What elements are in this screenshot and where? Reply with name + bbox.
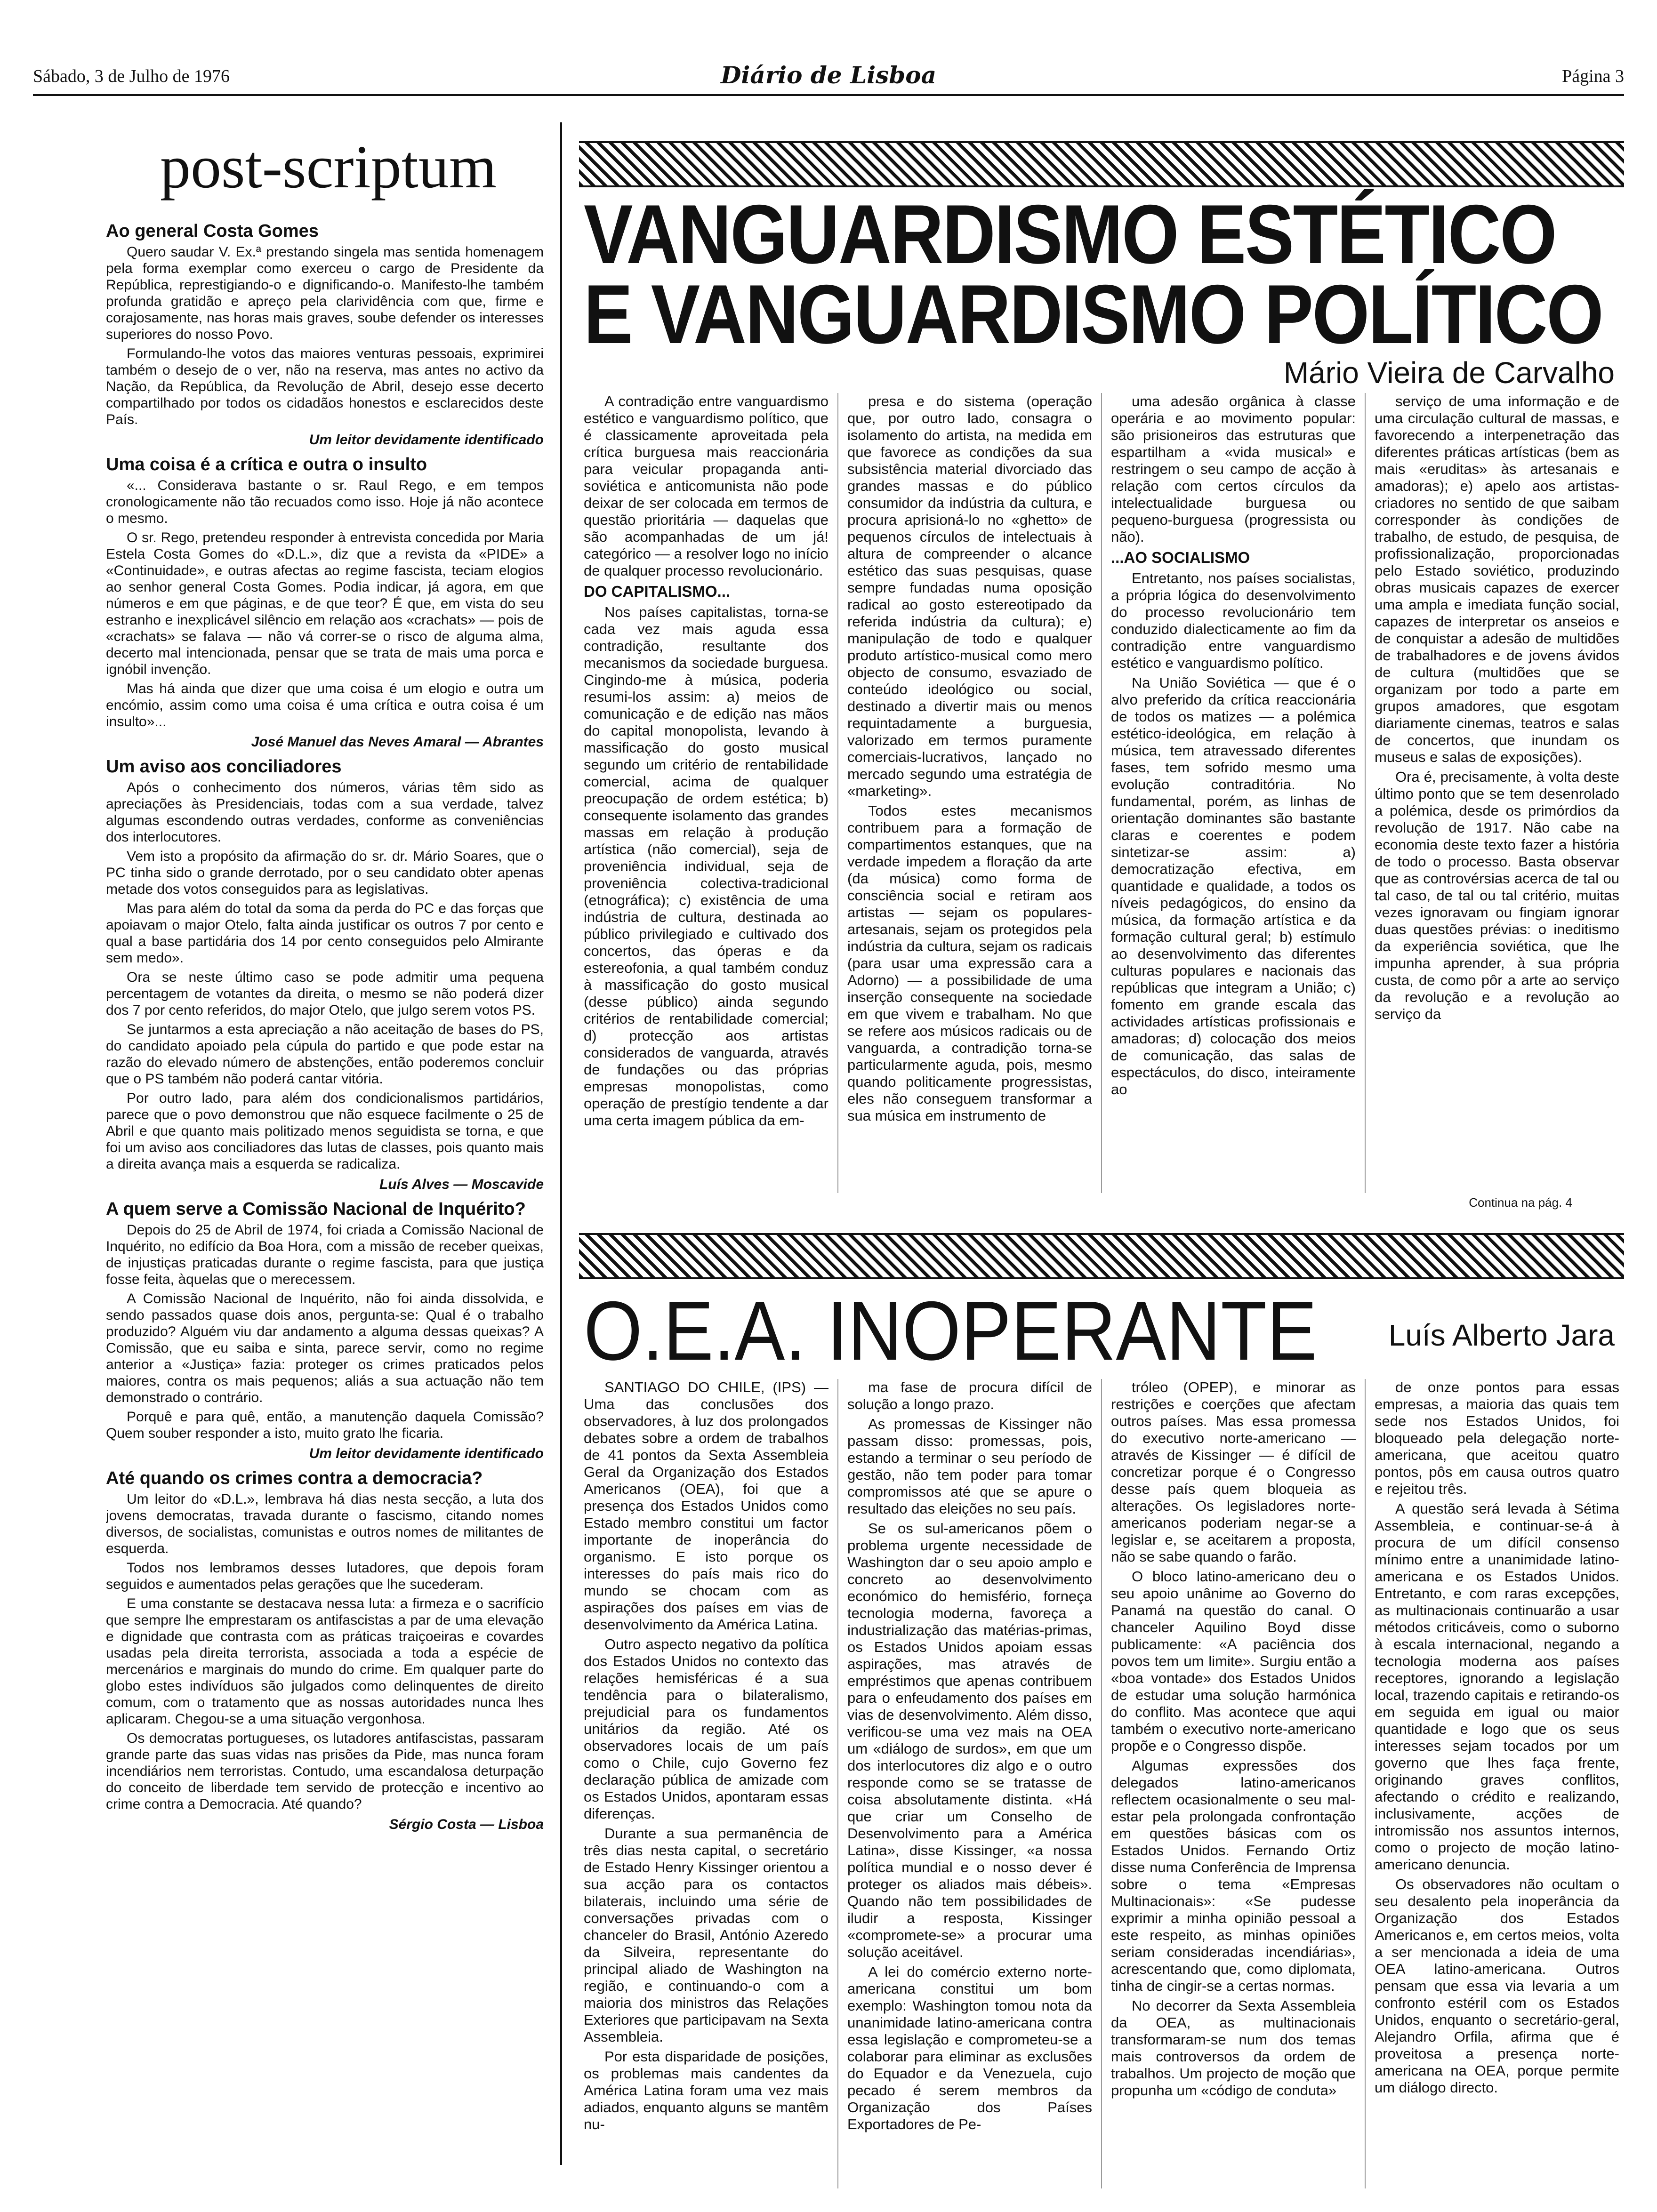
oea-columns <box>584 1379 1619 2188</box>
letter-paragraph: O sr. Rego, pretendeu responder à entrevista concedida por Maria Estela Costa Gomes do «D.L.», diz que a revista da «PIDE» a «Continuidade», e outras afectas ao regime fascista, teciam elogios ao senhor general Costa Gomes. Podia indicar, já agora, em que números e em que páginas, e de que teor? É que, em vista do seu estranho e inexplicável silêncio em relação aos «crachats» — pois de «crachats» se falava — não vá correr-se o risco de alguma alma, decerto mal intencionada, pensar que se trata de mais uma porca e ignóbil invenção. <box>106 530 544 677</box>
vanguardismo-paragraph: Entretanto, nos países socialistas, a própria lógica do desenvolvimento do processo revolucionário tem conduzido dialecticamente ao fim da contradição entre vanguardismo estético e vanguardismo político. <box>1111 570 1356 671</box>
vanguardismo-column <box>1111 393 1356 1193</box>
oea-paragraph: tróleo (OPEP), e minorar as restrições e coerções que afectam outros países. Mas essa promessa do executivo norte-americano — através de Kissinger — é difícil de concretizar porque é o Congresso desse país quem bloqueia as alterações. Os legisladores norte-americanos poderiam negar-se a legislar e, se aceitarem a proposta, não se sabe quando o farão. <box>1111 1379 1356 1565</box>
oea-column-rule <box>1365 1379 1366 2188</box>
oea-paragraph: Durante a sua permanência de três dias nesta capital, o secretário de Estado Henry Kissinger orientou a sua acção para os contactos bilaterais, incluindo uma série de conversações privadas com o chanceler do Brasil, António Azeredo da Silveira, representante do principal aliado de Washington na região, e continuando-o com a maioria dos ministros das Relações Exteriores que participavam na Sexta Assembleia. <box>584 1825 828 2045</box>
vanguardismo-column-rule <box>1365 393 1366 1193</box>
letter-heading: Até quando os crimes contra a democracia? <box>106 1468 483 1488</box>
vanguardismo-subhead: DO CAPITALISMO... <box>584 583 731 600</box>
vanguardismo-column-rule <box>1101 393 1102 1193</box>
vanguardismo-paragraph: uma adesão orgânica à classe operária e ao movimento popular: são prisioneiros das estruturas que espartilham a «vida musical» e restringem o seu campo de acção à relação com certos círculos da intelectualidade burguesa ou pequeno-burguesa (progressista ou não). <box>1111 393 1356 545</box>
oea-hatch-band <box>579 1233 1624 1279</box>
oea-headline: O.E.A. INOPERANTE <box>584 1284 1317 1378</box>
vanguardismo-headline-2: E VANGUARDISMO POLÍTICO <box>584 267 1603 361</box>
vanguardismo-byline: Mário Vieira de Carvalho <box>1283 356 1615 390</box>
letter-paragraph: Todos nos lembramos desses lutadores, que depois foram seguidos e aumentados pelas gerações que lhe sucederam. <box>106 1560 544 1592</box>
letter-paragraph: «... Considerava bastante o sr. Raul Rego, e em tempos cronologicamente não tão recuados como isso. Hoje já não acontece o mesmo. <box>106 478 544 526</box>
vanguardismo-paragraph: Na União Soviética — que é o alvo preferido da crítica reaccionária de todos os matizes — a polémica estético-ideológica, em relação à música, tem atravessado diferentes fases, tem sofrido mesmo uma evolução contraditória. No fundamental, porém, as linhas de orientação dominantes são bastante claras e coerentes e podem sintetizar-se assim: a) democratização efectiva, em quantidade e qualidade, a todos os níveis pedagógicos, do ensino da música, da formação artística e da formação cultural geral; b) estímulo ao desenvolvimento das diferentes culturas populares e nacionais das repúblicas que integram a União; c) fomento em grande escala das actividades artísticas profissionais e amadoras; d) colocação dos meios de comunicação, das salas de espectáculos, do disco, inteiramente ao <box>1111 674 1356 1098</box>
oea-paragraph: Algumas expressões dos delegados latino-americanos reflectem ocasionalmente o seu mal-estar pela prolongada confrontação em questões básicas com os Estados Unidos. Fernando Ortiz disse numa Conferência de Imprensa sobre o tema «Empresas Multinacionais»: «Se pudesse exprimir a minha opinião pessoal a este respeito, as minhas opiniões seriam consideradas incendiárias», acrescentando que, como diplomata, tinha de cingir-se a certas normas. <box>1111 1757 1356 1994</box>
vanguardismo-paragraph: A contradição entre vanguardismo estético e vanguardismo político, que é classicamente aproveitada pela crítica burguesa mais reaccionária para veicular propaganda anti-soviética e anticomunista não pode deixar de ser colocada em termos de questão prioritária — daquelas que são acompanhadas de um já! categórico — a resolver logo no início de qualquer processo revolucionário. <box>584 393 828 579</box>
vanguardismo-columns <box>584 393 1619 1193</box>
oea-paragraph: No decorrer da Sexta Assembleia da OEA, as multinacionais transformaram-se num dos temas mais controversos da ordem de trabalhos. Um projecto de moção que propunha um «código de conduta» <box>1111 1997 1356 2099</box>
letter-paragraph: Os democratas portugueses, os lutadores antifascistas, passaram grande parte das suas vidas nas prisões da Pide, mas nunca foram incendiários nem terroristas. Contudo, uma escandalosa deturpação do conceito de liberdade tem servido de protecção e incentivo ao crime contra a Democracia. Até quando? <box>106 1731 544 1812</box>
masthead <box>33 61 1624 96</box>
vanguardismo-column-rule <box>837 393 838 1193</box>
oea-column-rule <box>837 1379 838 2188</box>
postscriptum-column <box>106 216 544 2193</box>
oea-paragraph: A questão será levada à Sétima Assembleia, e continuar-se-á à procura de um difícil consenso mínimo entre a unanimidade latino-americana e os Estados Unidos. Entretanto, e com raras excepções, as multinacionais continuarão a usar métodos criticáveis, como o suborno à escala internacional, negando a tecnologia moderna aos países receptores, ignorando a legislação local, trazendo capitais e retirando-os em seguida em igual ou maior quantidade e logo que os seus interesses sejam tocados por um governo que lhes faça frente, originando graves conflitos, afectando o crédito e realizando, inclusivamente, acções de intromissão nos assuntos internos, como o projecto de moção latino-americano denuncia. <box>1375 1500 1619 1873</box>
oea-column <box>1111 1379 1356 2188</box>
oea-paragraph: A lei do comércio externo norte-americana constitui um bom exemplo: Washington tomou nota da unanimidade latino-americana contra essa legislação e comprometeu-se a colaborar para eliminar as exclusões do Equador e da Venezuela, cujo pecado é serem membros da Organização dos Países Exportadores de Pe- <box>847 1964 1092 2132</box>
vanguardismo-paragraph: Todos estes mecanismos contribuem para a formação de compartimentos estanques, que na verdade impedem a floração da arte (da música) como forma de consciência social e retiram aos artistas — sejam os populares-artesanais, sejam os protegidos pela indústria da cultura, sejam os radicais (para usar uma expressão cara a Adorno) — a possibilidade de uma inserção consequente na sociedade em que vivem e trabalham. No que se refere aos músicos radicais ou de vanguarda, a contradição torna-se particularmente aguda, pois, mesmo quando politicamente progressistas, eles não conseguem transformar a sua música em instrumento de <box>847 802 1092 1124</box>
letter-heading: Uma coisa é a crítica e outra o insulto <box>106 455 427 474</box>
letter-heading: Um aviso aos conciliadores <box>106 757 342 777</box>
letter-paragraph: Quero saudar V. Ex.ª prestando singela mas sentida homenagem pela forma exemplar como exerceu o cargo de Presidente da República, represtigiando-o e dignificando-o. Manifesto-lhe também profunda gratidão e apreço pela clarividência com que, firme e corajosamente, nas horas mais graves, soube defender os interesses superiores do nosso Povo. <box>106 244 544 342</box>
newspaper-title: Diário de Lisboa <box>714 61 943 89</box>
letter-signature: José Manuel das Neves Amaral — Abrantes <box>251 734 544 750</box>
oea-paragraph: As promessas de Kissinger não passam disso: promessas, pois, estando a terminar o seu período de gestão, não tem poder para tomar compromissos até que se apure o resultado das eleições no seu país. <box>847 1416 1092 1517</box>
page-number: Página 3 <box>1562 66 1624 86</box>
letter-paragraph: Mas há ainda que dizer que uma coisa é um elogio e outra um encómio, assim como uma coisa é uma crítica e outra coisa é um insulto»... <box>106 681 544 729</box>
letter-signature: Um leitor devidamente identificado <box>309 432 544 448</box>
vanguardismo-hatch-band <box>579 141 1624 187</box>
column-divider <box>560 122 562 2165</box>
oea-paragraph: SANTIAGO DO CHILE, (IPS) — Uma das conclusões dos observadores, à luz dos prolongados debates sobre a ordem de trabalhos de 41 pontos da Sexta Assembleia Geral da Organização dos Estados Americanos (OEA), foi que a presença dos Estados Unidos como Estado membro constitui um factor importante de inoperância do organismo. E isto porque os interesses do país mais rico do mundo se chocam com as aspirações dos países em vias de desenvolvimento da América Latina. <box>584 1379 828 1633</box>
vanguardismo-paragraph: Ora é, precisamente, à volta deste último ponto que se tem desenrolado a polémica, desde os primórdios da revolução de 1917. Não cabe na economia deste texto fazer a história de todo o processo. Basta observar que as controvérsias acerca de tal ou tal caso, de tal ou tal critério, muitas vezes ignoravam ou fingiam ignorar duas questões prévias: o ineditismo da experiência soviética, que lhe impunha aprender, à sua própria custa, de como pôr a arte ao serviço da revolução e a revolução ao serviço da <box>1375 769 1619 1022</box>
letter-paragraph: Por outro lado, para além dos condicionalismos partidários, parece que o povo demonstrou que não esquece facilmente o 25 de Abril e que quanto mais politizado menos seguidista se torna, e que foi um aviso aos conciliadores das lutas de classes, pois quanto mais a direita avança mais a esquerda se radicaliza. <box>106 1090 544 1172</box>
oea-paragraph: de onze pontos para essas empresas, a maioria das quais tem sede nos Estados Unidos, foi bloqueado pela delegação norte-americana, que aceitou quatro pontos, pôs em causa outros quatro e rejeitou três. <box>1375 1379 1619 1497</box>
letter-heading: Ao general Costa Gomes <box>106 221 319 241</box>
letter-paragraph: Ora se neste último caso se pode admitir uma pequena percentagem de votantes da direita, o mesmo se não poderá dizer dos 7 por cento referidos, do major Otelo, que julgo serem votos PS. <box>106 970 544 1018</box>
oea-column <box>1375 1379 1619 2188</box>
vanguardismo-column <box>1375 393 1619 1193</box>
vanguardismo-column <box>584 393 828 1193</box>
letter-paragraph: Após o conhecimento dos números, várias têm sido as apreciações às Presidenciais, todas com a sua verdade, talvez algumas escondendo outras verdades, conforme as conveniências dos interlocutores. <box>106 780 544 845</box>
letter-signature: Sérgio Costa — Lisboa <box>389 1817 544 1832</box>
oea-column-rule <box>1101 1379 1102 2188</box>
letter-paragraph: Depois do 25 de Abril de 1974, foi criada a Comissão Nacional de Inquérito, no edifício da Boa Hora, com a missão de receber queixas, de injustiças praticadas durante o regime fascista, para que justiça fosse feita, àquelas que o merecessem. <box>106 1222 544 1287</box>
letter-heading: A quem serve a Comissão Nacional de Inquérito? <box>106 1199 526 1219</box>
letter-signature: Um leitor devidamente identificado <box>309 1446 544 1461</box>
letter-signature: Luís Alves — Moscavide <box>379 1177 544 1192</box>
oea-paragraph: Por esta disparidade de posições, os problemas mais candentes da América Latina foram uma vez mais adiados, enquanto alguns se mantêm nu- <box>584 2048 828 2132</box>
vanguardismo-column <box>847 393 1092 1193</box>
vanguardismo-paragraph: serviço de uma informação e de uma circulação cultural de massas, e favorecendo a interpenetração das diferentes práticas artísticas (bem as mais «eruditas» às artesanais e amadoras); e) apelo aos artistas-criadores no sentido de que saibam corresponder às condições de trabalho, de estudo, de pesquisa, de profissionalização, proporcionadas pelo Estado soviético, produzindo obras musicais capazes de exercer uma ampla e imediata função social, capazes de interpretar os anseios e de conquistar a adesão de multidões de trabalhadores e de jovens ávidos de cultura (multidões que se organizam por todo a parte em grupos amadores, que esgotam diariamente cinemas, teatros e salas de concertos, que inundam os museus e salas de exposições). <box>1375 393 1619 765</box>
oea-paragraph: ma fase de procura difícil de solução a longo prazo. <box>847 1379 1092 1412</box>
letter-paragraph: Mas para além do total da soma da perda do PC e das forças que apoiavam o major Otelo, falta ainda justificar os outros 7 por cento e qual a base partidária dos 14 por cento conseguidos pelo Almirante sem medo». <box>106 901 544 966</box>
masthead-date: Sábado, 3 de Julho de 1976 <box>33 66 230 86</box>
oea-paragraph: O bloco latino-americano deu o seu apoio unânime ao Governo do Panamá na questão do canal. O chanceler Aquilino Boyd disse publicamente: «A paciência dos povos tem um limite». Surgiu então a «boa vontade» dos Estados Unidos de estudar uma solução harmónica do conflito. Mas acontece que aqui também o executivo norte-americano propõe e o Congresso dispõe. <box>1111 1568 1356 1754</box>
postscriptum-title: post-scriptum <box>160 133 497 201</box>
vanguardismo-headline-1: VANGUARDISMO ESTÉTICO <box>584 187 1556 281</box>
oea-column <box>847 1379 1092 2188</box>
letter-paragraph: Um leitor do «D.L.», lembrava há dias nesta secção, a luta dos jovens democratas, travada durante o fascismo, citando nomes diversos, de socialistas, comunistas e outros nomes de militantes de esquerda. <box>106 1491 544 1556</box>
letter-paragraph: E uma constante se destacava nessa luta: a firmeza e o sacrifício que sempre lhe emprestaram os antifascistas a par de uma elevação e dignidade que contrasta com as práticas traiçoeiras e covardes usadas pela direita terrorista, associada a toda a espécie de mercenários e marginais do mundo do crime. Em qualquer parte do globo estes indivíduos são julgados como delinquentes de direito comum, com o tratamento que as nossas autoridades nunca lhes aplicaram. Chegou-se a uma situação vergonhosa. <box>106 1596 544 1727</box>
oea-paragraph: Se os sul-americanos põem o problema urgente necessidade de Washington dar o seu apoio amplo e concreto ao desenvolvimento económico do hemisfério, forneça tecnologia moderna, favoreça a industrialização das matérias-primas, os Estados Unidos apoiam essas aspirações, mas através de empréstimos que apenas contribuem para o enfeudamento dos países em vias de desenvolvimento. Além disso, verificou-se uma vez mais na OEA um «diálogo de surdos», em que um dos interlocutores diz algo e o outro responde como se se tratasse de coisa absolutamente distinta. «Há que criar um Conselho de Desenvolvimento para a América Latina», disse Kissinger, «a nossa política mundial e o nosso dever é proteger os aliados mais débeis». Quando não tem possibilidades de iludir a resposta, Kissinger «compromete-se» a procurar uma solução aceitável. <box>847 1520 1092 1960</box>
vanguardismo-paragraph: Nos países capitalistas, torna-se cada vez mais aguda essa contradição, resultante dos mecanismos da sociedade burguesa. Cingindo-me à música, poderia resumi-los assim: a) meios de comunicação e de edição nas mãos do capital monopolista, levando à massificação do gosto musical segundo um critério de rentabilidade comercial, acima de qualquer preocupação de ordem estética; b) consequente isolamento das grandes massas em relação à produção artística (não comercial), seja de proveniência individual, seja de proveniência colectiva-tradicional (etnográfica); c) existência de uma indústria de cultura, destinada ao público privilegiado e cultivado dos concertos, das óperas e da estereofonia, a qual também conduz à massificação do gosto musical (desse público) ainda segundo critérios de rentabilidade comercial; d) protecção aos artistas considerados de vanguarda, através de fundações ou das próprias empresas monopolistas, como operação de prestígio tendente a dar uma certa imagem pública da em- <box>584 604 828 1129</box>
letter-paragraph: Vem isto a propósito da afirmação do sr. dr. Mário Soares, que o PC tinha sido o grande derrotado, por o seu candidato obter apenas metade dos votos conseguidos para as legislativas. <box>106 849 544 897</box>
oea-paragraph: Outro aspecto negativo da política dos Estados Unidos no contexto das relações hemisféricas é a sua tendência para o bilateralismo, prejudicial para os fundamentos unitários da região. Até os observadores locais de um país como o Chile, cujo Governo fez declaração pública de amizade com os Estados Unidos, apontaram essas diferenças. <box>584 1636 828 1822</box>
letter-paragraph: Porquê e para quê, então, a manutenção daquela Comissão? Quem souber responder a isto, muito grato lhe ficaria. <box>106 1409 544 1441</box>
letter-paragraph: Formulando-lhe votos das maiores venturas pessoais, exprimirei também o desejo de o ver, não na reserva, mas antes no activo da Nação, da República, da Revolução de Abril, desejo esse decerto compartilhado por todos os cidadãos honestos e esclarecidos deste País. <box>106 346 544 427</box>
continued-note: Continua na pág. 4 <box>1469 1195 1572 1210</box>
oea-byline: Luís Alberto Jara <box>1388 1318 1615 1352</box>
oea-paragraph: Os observadores não ocultam o seu desalento pela inoperância da Organização dos Estados Americanos e, em certos meios, volta a ser mencionada a ideia de uma OEA latino-americana. Outros pensam que essa via levaria a um confronto estéril com os Estados Unidos, enquanto o secretário-geral, Alejandro Orfila, afirma que é proveitosa a presença norte-americana na OEA, porque permite um diálogo directo. <box>1375 1876 1619 2096</box>
vanguardismo-subhead: ...AO SOCIALISMO <box>1111 549 1250 566</box>
letter-paragraph: Se juntarmos a esta apreciação a não aceitação de bases do PS, do candidato apoiado pela cúpula do partido e que pode estar na razão do elevado número de abstenções, então poderemos concluir que o PS também não poderá cantar vitória. <box>106 1022 544 1087</box>
letter-paragraph: A Comissão Nacional de Inquérito, não foi ainda dissolvida, e sendo passados quase dois anos, pergunta-se: Qual é o trabalho produzido? Alguém viu dar andamento a alguma dessas queixas? A Comissão, que eu saiba e sinta, parece servir, como no regime anterior a «Justiça» fazia: proteger os crimes praticados pelos maiores, contra os mais pequenos; aliás a sua actuação não tem demonstrado o contrário. <box>106 1291 544 1405</box>
vanguardismo-paragraph: presa e do sistema (operação que, por outro lado, consagra o isolamento do artista, na medida em que favorece as condições da sua subsistência material divorciado das grandes massas e do público consumidor da indústria da cultura, e procura aprisioná-lo no «ghetto» de pequenos círculos de intelectuais à altura de compreender o alcance estético das suas pesquisas, quase sempre fundadas numa oposição radical ao gosto estereotipado da referida indústria da cultura); e) manipulação de todo e qualquer produto artístico-musical como mero objecto de consumo, esvaziado de conteúdo ideológico ou social, destinado a divertir mais ou menos requintadamente a burguesia, valorizado em termos puramente comerciais-lucrativos, lançado no mercado segundo uma estratégia de «marketing». <box>847 393 1092 799</box>
oea-column <box>584 1379 828 2188</box>
